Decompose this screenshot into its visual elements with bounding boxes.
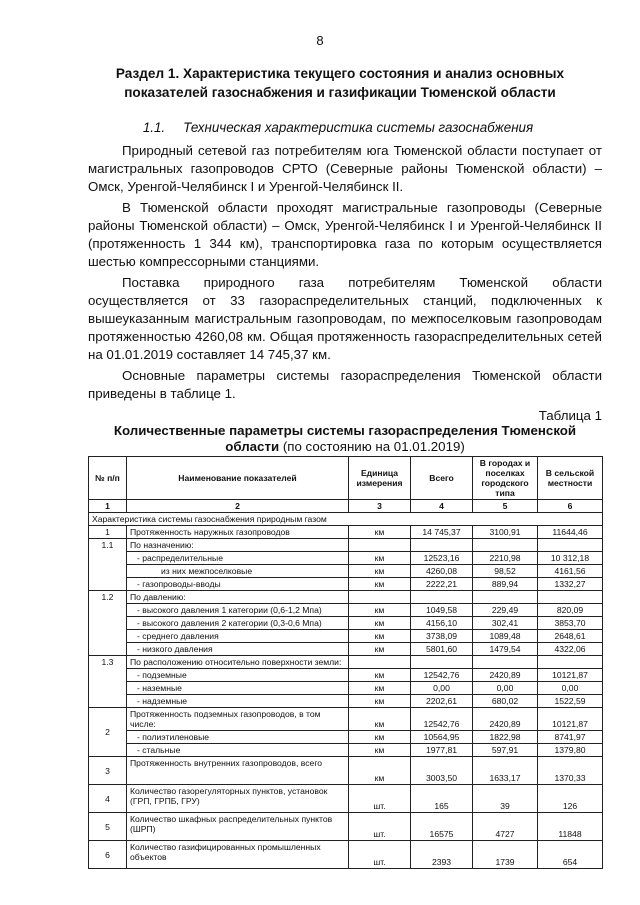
- row-rural: 1522,59: [538, 695, 603, 708]
- row-unit: км: [349, 731, 411, 744]
- col-number-3: 3: [349, 500, 411, 513]
- row-rural: 2648,61: [538, 630, 603, 643]
- row-urban: [473, 591, 538, 604]
- row-unit: км: [349, 695, 411, 708]
- table-row: [89, 682, 603, 695]
- row-unit: шт.: [349, 841, 411, 869]
- row-rural: 8741,97: [538, 731, 603, 744]
- table-row: [89, 731, 603, 744]
- row-name: из них межпоселковые: [127, 565, 349, 578]
- table-row: [89, 669, 603, 682]
- row-urban: 1739: [473, 841, 538, 869]
- row-unit: км: [349, 630, 411, 643]
- table-row: [89, 617, 603, 630]
- row-unit: км: [349, 757, 411, 785]
- row-unit: км: [349, 578, 411, 591]
- table-header-row: [89, 457, 603, 500]
- paragraph-2: В Тюменской области проходят магистральные газопроводы (Северные районы Тюменской области) – Омск, Уренгой-Челябинск I и Уренгой-Челябинск II (протяженность 1 344 км), транспортировка газа по которым осуществляется шестью компрессорными станциями.: [88, 200, 602, 269]
- row-number: 1.1: [89, 539, 127, 591]
- header-rural: В сельской местности: [538, 457, 603, 500]
- table-row: [89, 744, 603, 757]
- row-name: - надземные: [127, 695, 349, 708]
- row-unit: км: [349, 682, 411, 695]
- row-name: - среднего давления: [127, 630, 349, 643]
- row-total: 3003,50: [411, 757, 473, 785]
- row-rural: 10121,87: [538, 708, 603, 731]
- row-name: - стальные: [127, 744, 349, 757]
- row-name: - распределительные: [127, 552, 349, 565]
- row-urban: 229,49: [473, 604, 538, 617]
- table-row: [89, 643, 603, 656]
- row-number: 6: [89, 841, 127, 869]
- row-number: 2: [89, 708, 127, 757]
- column-number-row: [89, 500, 603, 513]
- row-name: Протяженность внутренних газопроводов, всего: [127, 757, 349, 785]
- table-row: [89, 591, 603, 604]
- row-unit: км: [349, 643, 411, 656]
- row-total: 12542,76: [411, 708, 473, 731]
- row-urban: 302,41: [473, 617, 538, 630]
- row-name: Количество шкафных распределительных пунктов (ШРП): [127, 813, 349, 841]
- row-rural: [538, 591, 603, 604]
- row-urban: 39: [473, 785, 538, 813]
- row-rural: 820,09: [538, 604, 603, 617]
- col-number-5: 5: [473, 500, 538, 513]
- table-title: [88, 423, 602, 455]
- row-total: 2222,21: [411, 578, 473, 591]
- row-total: 0,00: [411, 682, 473, 695]
- gas-parameters-table: [88, 456, 603, 869]
- row-rural: 1370,33: [538, 757, 603, 785]
- row-rural: [538, 656, 603, 669]
- section-row: [89, 513, 603, 526]
- row-total: 12542,76: [411, 669, 473, 682]
- row-unit: км: [349, 744, 411, 757]
- row-total: 165: [411, 785, 473, 813]
- table-row: [89, 604, 603, 617]
- table-row: [89, 708, 603, 731]
- row-unit: [349, 656, 411, 669]
- row-name: Количество газифицированных промышленных объектов: [127, 841, 349, 869]
- page-number: 8: [316, 33, 324, 48]
- row-total: 4156,10: [411, 617, 473, 630]
- row-unit: [349, 539, 411, 552]
- row-total: 16575: [411, 813, 473, 841]
- row-name: - высокого давления 2 категории (0,3-0,6 Мпа): [127, 617, 349, 630]
- table-row: [89, 552, 603, 565]
- row-urban: 1822,98: [473, 731, 538, 744]
- header-unit: Единица измерения: [349, 457, 411, 500]
- col-number-1: 1: [89, 500, 127, 513]
- row-urban: 889,94: [473, 578, 538, 591]
- row-number: 1: [89, 526, 127, 539]
- row-rural: [538, 539, 603, 552]
- row-number: 1.2: [89, 591, 127, 656]
- row-unit: км: [349, 565, 411, 578]
- row-total: 14 745,37: [411, 526, 473, 539]
- table-row: [89, 578, 603, 591]
- row-urban: 1633,17: [473, 757, 538, 785]
- header-total: Всего: [411, 457, 473, 500]
- row-rural: 10121,87: [538, 669, 603, 682]
- row-total: 1049,58: [411, 604, 473, 617]
- row-number: 3: [89, 757, 127, 785]
- row-rural: 11644,46: [538, 526, 603, 539]
- row-total: [411, 539, 473, 552]
- row-name: По расположению относительно поверхности земли:: [127, 656, 349, 669]
- row-total: [411, 591, 473, 604]
- subsection-title: Техническая характеристика системы газоснабжения: [183, 120, 534, 135]
- row-urban: 597,91: [473, 744, 538, 757]
- row-rural: 0,00: [538, 682, 603, 695]
- row-total: 2202,61: [411, 695, 473, 708]
- table-row: [89, 813, 603, 841]
- table-row: [89, 565, 603, 578]
- row-name: - низкого давления: [127, 643, 349, 656]
- row-unit: км: [349, 526, 411, 539]
- row-rural: 1332,27: [538, 578, 603, 591]
- row-total: 10564,95: [411, 731, 473, 744]
- row-unit: км: [349, 604, 411, 617]
- row-name: Количество газорегуляторных пунктов, установок (ГРП, ГРПБ, ГРУ): [127, 785, 349, 813]
- row-number: 4: [89, 785, 127, 813]
- row-total: [411, 656, 473, 669]
- col-number-4: 4: [411, 500, 473, 513]
- row-urban: 0,00: [473, 682, 538, 695]
- row-urban: [473, 539, 538, 552]
- row-urban: 3100,91: [473, 526, 538, 539]
- row-total: 5801,60: [411, 643, 473, 656]
- row-total: 3738,09: [411, 630, 473, 643]
- row-unit: шт.: [349, 813, 411, 841]
- row-name: Протяженность наружных газопроводов: [127, 526, 349, 539]
- row-urban: 680,02: [473, 695, 538, 708]
- row-rural: 126: [538, 785, 603, 813]
- row-unit: км: [349, 669, 411, 682]
- row-total: 4260,08: [411, 565, 473, 578]
- row-unit: шт.: [349, 785, 411, 813]
- row-rural: 3853,70: [538, 617, 603, 630]
- section-heading: Раздел 1. Характеристика текущего состояния и анализ основных показателей газоснабжения и газификации Тюменской области: [115, 66, 565, 100]
- row-rural: 4161,56: [538, 565, 603, 578]
- row-urban: 4727: [473, 813, 538, 841]
- row-urban: 98,52: [473, 565, 538, 578]
- table-title-main: Количественные параметры системы газораспределения Тюменской области: [113, 423, 577, 454]
- row-urban: 1089,48: [473, 630, 538, 643]
- row-rural: 11848: [538, 813, 603, 841]
- row-name: - газопроводы-вводы: [127, 578, 349, 591]
- row-urban: [473, 656, 538, 669]
- row-rural: 4322,06: [538, 643, 603, 656]
- table-row: [89, 695, 603, 708]
- row-name: - наземные: [127, 682, 349, 695]
- table-row: [89, 757, 603, 785]
- col-number-2: 2: [127, 500, 349, 513]
- row-urban: 2420,89: [473, 669, 538, 682]
- row-name: По давлению:: [127, 591, 349, 604]
- paragraph-4: Основные параметры системы газораспределения Тюменской области приведены в таблице 1.: [88, 368, 602, 401]
- section-title: Характеристика системы газоснабжения природным газом: [89, 513, 603, 526]
- paragraph-1: Природный сетевой газ потребителям юга Тюменской области поступает от магистральных газопроводов СРТО (Северные районы Тюменской области) – Омск, Уренгой-Челябинск I и Уренгой-Челябинск II.: [88, 143, 602, 194]
- row-urban: 2420,89: [473, 708, 538, 731]
- subsection-number: 1.1.: [142, 120, 166, 135]
- header-number: № п/п: [89, 457, 127, 500]
- row-name: Протяженность подземных газопроводов, в том числе:: [127, 708, 349, 731]
- row-unit: км: [349, 708, 411, 731]
- row-urban: 1479,54: [473, 643, 538, 656]
- row-name: - высокого давления 1 категории (0,6-1,2 Мпа): [127, 604, 349, 617]
- row-total: 1977,81: [411, 744, 473, 757]
- header-name: Наименование показателей: [127, 457, 349, 500]
- table-title-date: (по состоянию на 01.01.2019): [282, 439, 465, 454]
- table-row: [89, 630, 603, 643]
- row-rural: 1379,80: [538, 744, 603, 757]
- row-unit: км: [349, 552, 411, 565]
- row-number: 5: [89, 813, 127, 841]
- header-urban: В городах и поселках городского типа: [473, 457, 538, 500]
- table-row: [89, 539, 603, 552]
- col-number-6: 6: [538, 500, 603, 513]
- table-row: [89, 526, 603, 539]
- row-unit: [349, 591, 411, 604]
- table-row: [89, 656, 603, 669]
- row-rural: 10 312,18: [538, 552, 603, 565]
- row-total: 12523,16: [411, 552, 473, 565]
- row-name: - полиэтиленовые: [127, 731, 349, 744]
- row-total: 2393: [411, 841, 473, 869]
- subsection-heading: [88, 120, 588, 135]
- table-row: [89, 841, 603, 869]
- table-row: [89, 785, 603, 813]
- row-urban: 2210,98: [473, 552, 538, 565]
- row-name: - подземные: [127, 669, 349, 682]
- paragraph-3: Поставка природного газа потребителям Тюменской области осуществляется от 33 газораспределительных станций, подключенных к вышеуказанным магистральным газопроводам, по межпоселковым газопроводам протяженностью 4260,08 км. Общая протяженность газораспределительных сетей на 01.01.2019 составляет 14 745,37 км.: [88, 275, 602, 362]
- row-unit: км: [349, 617, 411, 630]
- table-label: Таблица 1: [538, 408, 602, 423]
- row-name: По назначению:: [127, 539, 349, 552]
- row-rural: 654: [538, 841, 603, 869]
- row-number: 1.3: [89, 656, 127, 708]
